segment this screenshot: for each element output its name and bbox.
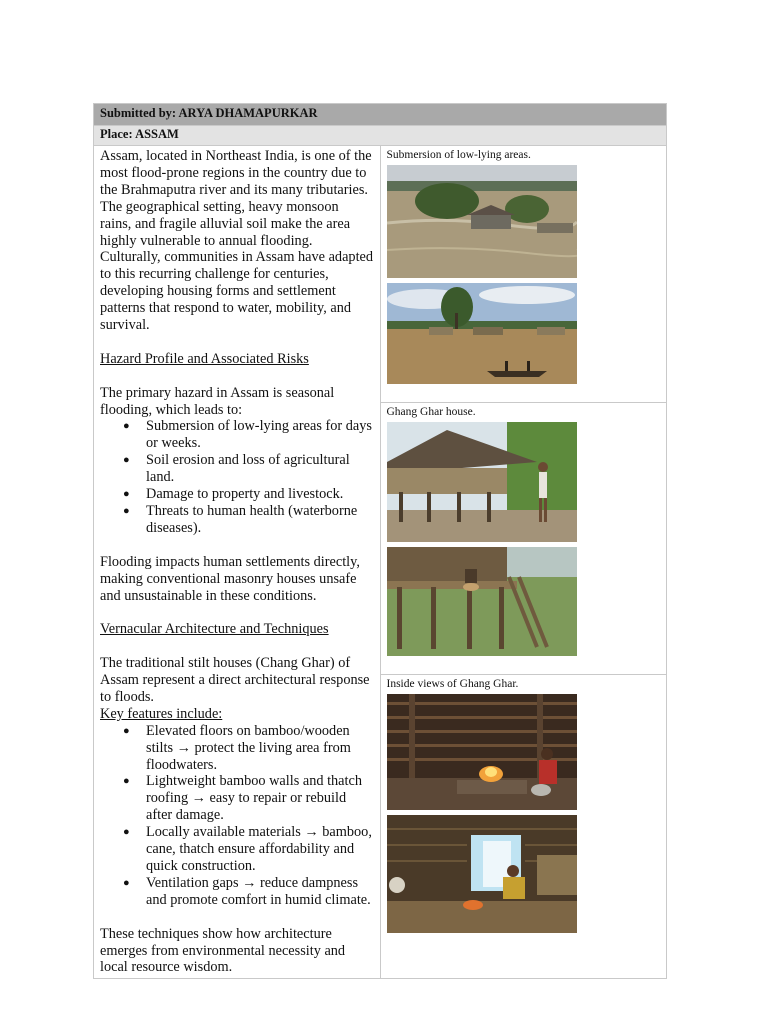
submitted-label: Submitted by: (100, 106, 177, 120)
caption-flood: Submersion of low-lying areas. (386, 149, 531, 161)
hazard-intro: The primary hazard in Assam is seasonal flooding, which leads to: (100, 384, 335, 418)
conclusion-paragraph: These techniques show how architecture emerges from environmental necessity and local resource wisdom. (100, 925, 346, 976)
list-item: ● Threats to human health (waterborne diseases). (146, 503, 374, 537)
flood-impact-paragraph: Flooding impacts human settlements directly, making conventional masonry houses unsafe and unsustainable in these conditions. (100, 553, 360, 604)
hazard-heading: Hazard Profile and Associated Risks (100, 350, 309, 367)
house-photo-2 (387, 547, 577, 656)
list-item: ● Ventilation gaps → reduce dampness and promote comfort in humid climate. (146, 875, 374, 909)
house-images-cell (380, 402, 667, 674)
submission-table (93, 103, 667, 979)
house-photo-1 (387, 422, 577, 542)
interior-photo-1 (387, 694, 577, 810)
place-value: ASSAM (135, 127, 179, 141)
place-row (94, 126, 667, 146)
list-item: ● Submersion of low-lying areas for days or weeks. (146, 418, 374, 452)
features-list (100, 723, 374, 909)
caption-house: Ghang Ghar house. (386, 405, 476, 418)
list-item: ● Locally available materials → bamboo, cane, thatch ensure affordability and quick construction. (146, 824, 374, 875)
interior-photo-2 (387, 815, 577, 933)
flood-images-cell (380, 146, 667, 403)
list-item: ● Lightweight bamboo walls and thatch roofing → easy to repair or rebuild after damage. (146, 773, 374, 824)
list-item: ● Damage to property and livestock. (146, 486, 374, 503)
caption-interior: Inside views of Ghang Ghar. (386, 677, 519, 690)
place-label: Place: (100, 127, 133, 141)
list-item: ● Elevated floors on bamboo/wooden stilts → protect the living area from floodwaters. (146, 723, 374, 774)
stilt-intro: The traditional stilt houses (Chang Ghar) of Assam represent a direct architectural response to floods. (100, 655, 370, 705)
flood-photo-1 (387, 165, 577, 278)
flood-photo-2 (387, 283, 577, 384)
submitted-name: ARYA DHAMAPURKAR (178, 106, 318, 120)
vernacular-heading: Vernacular Architecture and Techniques (100, 621, 329, 638)
submitted-by-row (94, 104, 667, 126)
intro-paragraph: Assam, located in Northeast India, is one of the most flood-prone regions in the country due to the Brahmaputra river and its many tributaries. The geographical setting, heavy monsoon rains, and fragile alluvial soil make the area highly vulnerable to annual flooding. Culturally, communities in Assam have adapted to this recurring challenge for centuries, developing housing forms and settlement patterns that respond to water, mobility, and survival. (100, 148, 374, 334)
hazard-list (100, 418, 374, 536)
list-item: ● Soil erosion and loss of agricultural land. (146, 452, 374, 486)
text-column (94, 146, 381, 979)
key-features-label: Key features include: (100, 705, 223, 722)
interior-images-cell (380, 674, 667, 978)
